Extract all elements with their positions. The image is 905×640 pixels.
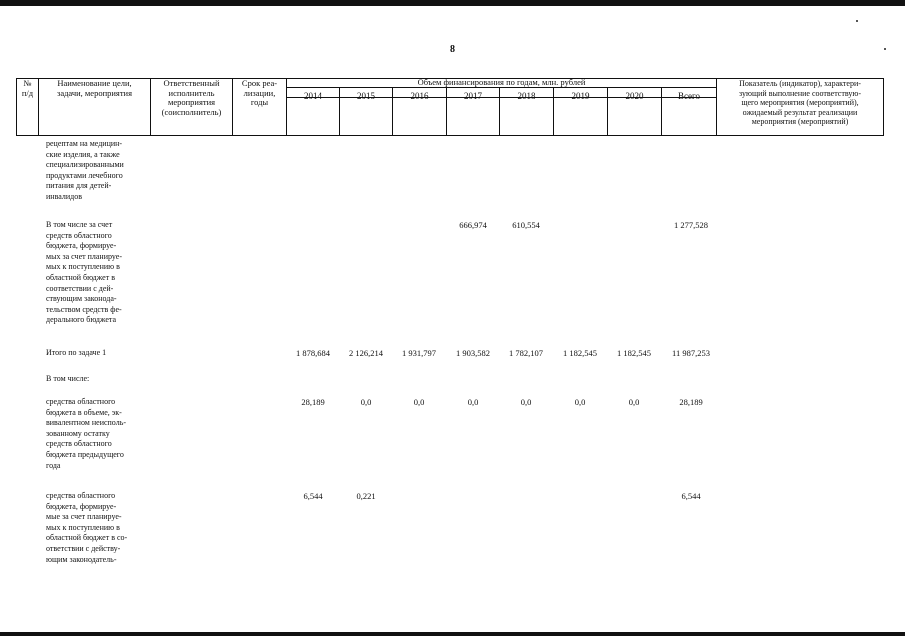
cell-2019: 0,0 xyxy=(574,397,586,407)
cell-2018: 1 782,107 xyxy=(509,348,543,358)
cell-2017: 666,974 xyxy=(459,220,487,230)
header-col-responsible: Ответственный исполнитель мероприятия (соисполнитель) xyxy=(161,78,222,117)
header-year: 2016 xyxy=(410,91,429,101)
cell-2015: 0,221 xyxy=(356,491,376,501)
row-description: В том числе за счет средств областного бюджета, формируе- мых за счет планируе- мых к поступлению в областной бюджет в соответствии с дей- ствующим законода- тельством средств фе- дерального бюджета xyxy=(46,220,122,325)
cell-2020: 0,0 xyxy=(628,397,640,407)
row-description: рецептам на медицин- ские изделия, а также специализированными продуктами лечебного питания для детей- инвалидов xyxy=(46,139,124,201)
page-number: 8 xyxy=(450,44,455,55)
cell-2018: 610,554 xyxy=(512,220,540,230)
header-year: 2019 xyxy=(571,91,590,101)
cell-2014: 6,544 xyxy=(303,491,323,501)
cell-total: 11 987,253 xyxy=(672,348,710,358)
cell-2016: 0,0 xyxy=(413,397,425,407)
scan-top-border xyxy=(0,0,905,6)
cell-2019: 1 182,545 xyxy=(563,348,597,358)
header-col-finance: Объем финансирования по годам, млн. рублей xyxy=(417,77,586,87)
header-col-indicator: Показатель (индикатор), характери- зующий выполнение соответствую- щего мероприятия (мероприятий), ожидаемый результат реализации мероприятия (мероприятий) xyxy=(739,79,861,126)
cell-2014: 1 878,684 xyxy=(296,348,330,358)
row-description: Итого по задаче 1 xyxy=(46,348,107,357)
scan-speck xyxy=(856,20,858,22)
header-col-name: Наименование цели, задачи, мероприятия xyxy=(56,78,133,98)
row-description: средства областного бюджета, формируе- мые за счет планируе- мых к поступлению в областной бюджет в со- ответствии с действу- ющим законодатель- xyxy=(46,491,128,564)
cell-2017: 0,0 xyxy=(467,397,479,407)
cell-total: 6,544 xyxy=(681,491,701,501)
table-header xyxy=(16,78,884,136)
header-col-number: № п/д xyxy=(21,78,34,98)
header-year-total: Всего xyxy=(677,91,701,101)
row-description: средства областного бюджета в объеме, эк- вивалентном неисполь- зованному остатку средств областного бюджета предыдущего года xyxy=(46,397,127,470)
scan-speck xyxy=(884,48,886,50)
header-year: 2020 xyxy=(625,91,644,101)
cell-2018: 0,0 xyxy=(520,397,532,407)
cell-2015: 0,0 xyxy=(360,397,372,407)
cell-2016: 1 931,797 xyxy=(402,348,436,358)
header-year: 2014 xyxy=(304,91,322,101)
header-year: 2015 xyxy=(357,91,375,101)
header-year: 2018 xyxy=(517,91,536,101)
row-description: В том числе: xyxy=(46,374,90,383)
cell-2020: 1 182,545 xyxy=(617,348,651,358)
cell-total: 28,189 xyxy=(679,397,703,407)
cell-2014: 28,189 xyxy=(301,397,325,407)
cell-2017: 1 903,582 xyxy=(456,348,490,358)
header-year: 2017 xyxy=(464,91,482,101)
cell-total: 1 277,528 xyxy=(674,220,708,230)
header-col-term: Срок реа- лизации, годы xyxy=(241,78,278,107)
scan-bottom-border xyxy=(0,632,905,636)
cell-2015: 2 126,214 xyxy=(349,348,383,358)
